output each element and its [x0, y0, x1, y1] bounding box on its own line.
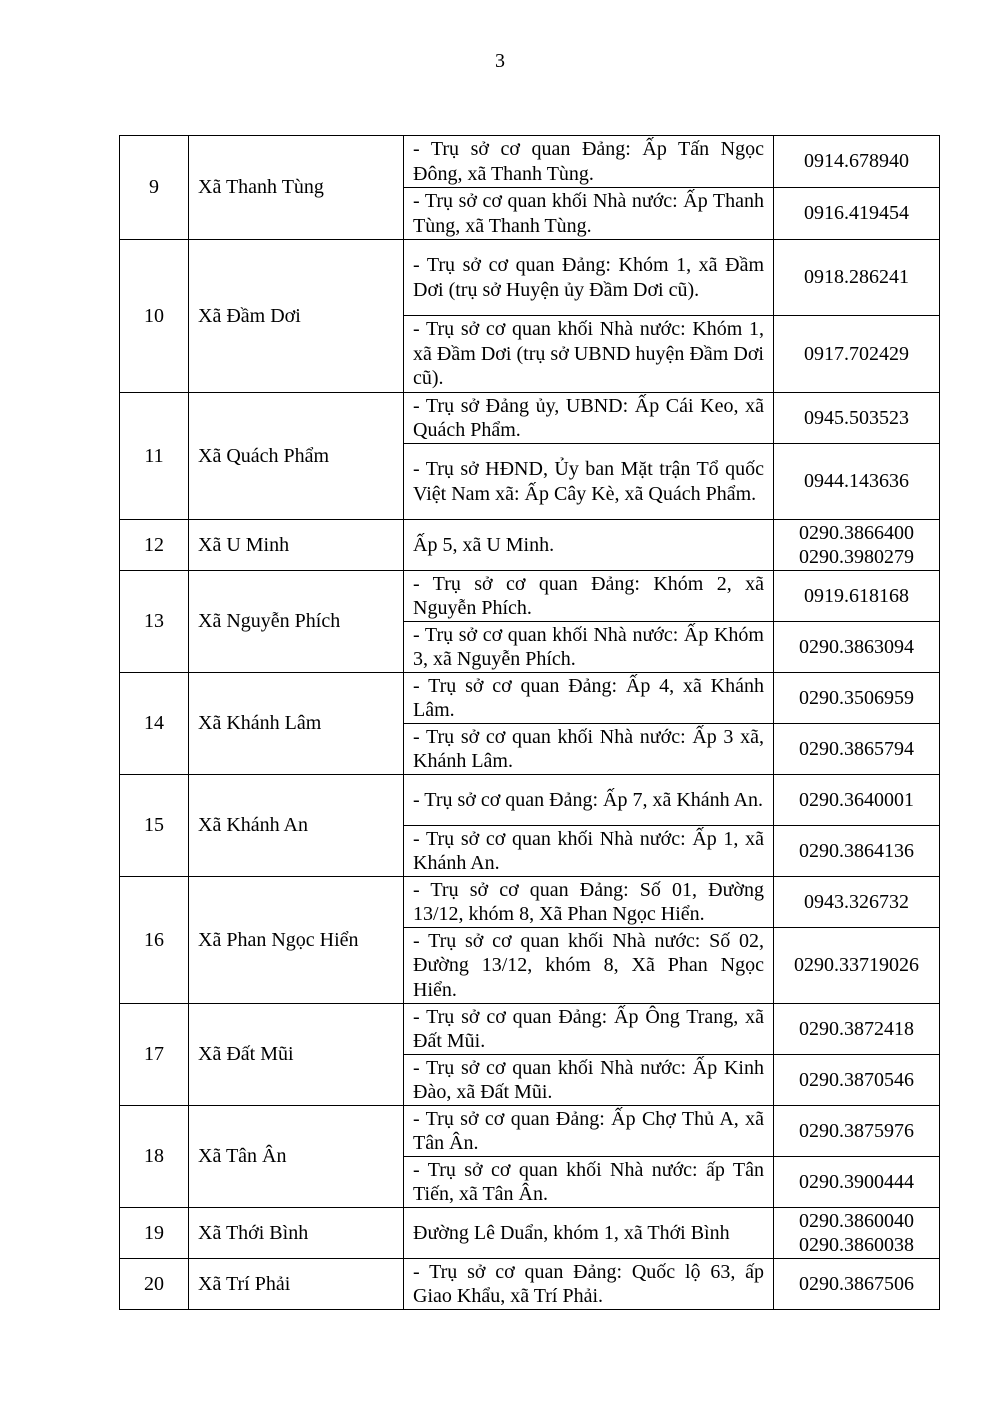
office-address: - Trụ sở cơ quan Đảng: Ấp 4, xã Khánh Lâm.: [404, 673, 774, 724]
phone-number: 0916.419454: [804, 202, 909, 225]
commune-name: Xã Trí Phải: [189, 1259, 404, 1310]
commune-name: Xã Phan Ngọc Hiển: [189, 877, 404, 1004]
phone-cell: [774, 928, 940, 1004]
table-row: [120, 1208, 940, 1259]
phone-number: 0290.3900444: [799, 1170, 914, 1193]
table-row: [120, 520, 940, 571]
office-address: - Trụ sở cơ quan khối Nhà nước: Ấp 1, xã Khánh An.: [404, 826, 774, 877]
phone-number: 0290.3860040: [799, 1209, 914, 1232]
phone-number: 0290.3980279: [799, 546, 914, 568]
table-row: [120, 775, 940, 826]
table-row: [120, 136, 940, 188]
phone-cell: [774, 724, 940, 775]
office-address: - Trụ sở cơ quan khối Nhà nước: Ấp 3 xã, Khánh Lâm.: [404, 724, 774, 775]
office-address: Ấp 5, xã U Minh.: [404, 520, 774, 571]
phone-cell: [774, 136, 940, 188]
office-address: - Trụ sở cơ quan khối Nhà nước: Khóm 1, xã Đầm Dơi (trụ sở UBND huyện Đầm Dơi cũ).: [404, 316, 774, 393]
office-address: - Trụ sở cơ quan Đảng: Ấp 7, xã Khánh An.: [404, 775, 774, 826]
row-number: 17: [120, 1004, 189, 1106]
phone-cell: [774, 1259, 940, 1310]
row-number: 14: [120, 673, 189, 775]
phone-cell: [774, 188, 940, 240]
table-body: [120, 136, 940, 1310]
phone-number: 0290.3865794: [799, 737, 914, 760]
office-address: - Trụ sở cơ quan Đảng: Ấp Chợ Thủ A, xã Tân Ân.: [404, 1106, 774, 1157]
phone-number: 0290.3866400: [799, 521, 914, 544]
commune-name: Xã Đất Mũi: [189, 1004, 404, 1106]
phone-cell: [774, 1208, 940, 1259]
phone-cell: [774, 1157, 940, 1208]
table-row: [120, 1106, 940, 1157]
phone-cell: [774, 393, 940, 444]
office-address: - Trụ sở cơ quan khối Nhà nước: Số 02, Đường 13/12, khóm 8, Xã Phan Ngọc Hiển.: [404, 928, 774, 1004]
office-address: - Trụ sở cơ quan khối Nhà nước: Ấp Khóm 3, xã Nguyễn Phích.: [404, 622, 774, 673]
table-row: [120, 1004, 940, 1055]
commune-name: Xã Tân Ân: [189, 1106, 404, 1208]
phone-cell: [774, 1055, 940, 1106]
row-number: 16: [120, 877, 189, 1004]
row-number: 10: [120, 240, 189, 393]
phone-cell: [774, 1106, 940, 1157]
phone-cell: [774, 673, 940, 724]
office-address: - Trụ sở cơ quan Đảng: Ấp Tấn Ngọc Đông, xã Thanh Tùng.: [404, 136, 774, 188]
row-number: 9: [120, 136, 189, 240]
office-address: - Trụ sở HĐND, Ủy ban Mặt trận Tổ quốc Việt Nam xã: Ấp Cây Kè, xã Quách Phẩm.: [404, 444, 774, 520]
phone-number: 0290.3506959: [799, 686, 914, 709]
phone-cell: [774, 877, 940, 928]
office-address: - Trụ sở cơ quan Đảng: Khóm 2, xã Nguyễn Phích.: [404, 571, 774, 622]
row-number: 15: [120, 775, 189, 877]
office-address: - Trụ sở cơ quan Đảng: Số 01, Đường 13/12, khóm 8, Xã Phan Ngọc Hiển.: [404, 877, 774, 928]
office-address: - Trụ sở cơ quan khối Nhà nước: Ấp Kinh Đào, xã Đất Mũi.: [404, 1055, 774, 1106]
phone-number: 0919.618168: [804, 584, 909, 607]
office-address: - Trụ sở Đảng ủy, UBND: Ấp Cái Keo, xã Quách Phẩm.: [404, 393, 774, 444]
row-number: 20: [120, 1259, 189, 1310]
row-number: 18: [120, 1106, 189, 1208]
phone-number: 0290.3875976: [799, 1119, 914, 1142]
phone-number: 0290.3640001: [799, 788, 914, 811]
phone-number: 0917.702429: [804, 342, 909, 365]
phone-number: 0290.3870546: [799, 1068, 914, 1091]
commune-name: Xã Đầm Dơi: [189, 240, 404, 393]
phone-cell: [774, 444, 940, 520]
page-number: 3: [495, 50, 505, 72]
phone-number: 0290.3863094: [799, 635, 914, 658]
commune-name: Xã Khánh An: [189, 775, 404, 877]
phone-number: 0290.33719026: [794, 954, 919, 977]
phone-cell: [774, 1004, 940, 1055]
phone-number: 0945.503523: [804, 406, 909, 429]
office-address: - Trụ sở cơ quan khối Nhà nước: ấp Tân Tiến, xã Tân Ân.: [404, 1157, 774, 1208]
phone-cell: [774, 520, 940, 571]
phone-cell: [774, 316, 940, 393]
phone-number: 0290.3867506: [799, 1272, 914, 1295]
row-number: 12: [120, 520, 189, 571]
commune-name: Xã Thới Bình: [189, 1208, 404, 1259]
phone-number: 0290.3860038: [799, 1234, 914, 1256]
table-row: [120, 673, 940, 724]
table-row: [120, 877, 940, 928]
commune-name: Xã Thanh Tùng: [189, 136, 404, 240]
row-number: 11: [120, 393, 189, 520]
table-row: [120, 1259, 940, 1310]
phone-number: 0290.3872418: [799, 1017, 914, 1040]
phone-number: 0914.678940: [804, 150, 909, 173]
table-row: [120, 240, 940, 316]
commune-name: Xã Khánh Lâm: [189, 673, 404, 775]
table-row: [120, 571, 940, 622]
phone-cell: [774, 240, 940, 316]
phone-number: 0944.143636: [804, 470, 909, 493]
commune-name: Xã Nguyễn Phích: [189, 571, 404, 673]
office-address: - Trụ sở cơ quan Đảng: Khóm 1, xã Đầm Dơi (trụ sở Huyện ủy Đầm Dơi cũ).: [404, 240, 774, 316]
row-number: 13: [120, 571, 189, 673]
office-address: - Trụ sở cơ quan khối Nhà nước: Ấp Thanh Tùng, xã Thanh Tùng.: [404, 188, 774, 240]
phone-cell: [774, 571, 940, 622]
phone-cell: [774, 826, 940, 877]
table-row: [120, 393, 940, 444]
office-address: - Trụ sở cơ quan Đảng: Quốc lộ 63, ấp Giao Khẩu, xã Trí Phải.: [404, 1259, 774, 1310]
phone-number: 0943.326732: [804, 890, 909, 913]
commune-name: Xã U Minh: [189, 520, 404, 571]
row-number: 19: [120, 1208, 189, 1259]
office-address: Đường Lê Duẩn, khóm 1, xã Thới Bình: [404, 1208, 774, 1259]
phone-cell: [774, 775, 940, 826]
commune-name: Xã Quách Phẩm: [189, 393, 404, 520]
phone-number: 0290.3864136: [799, 839, 914, 862]
office-address: - Trụ sở cơ quan Đảng: Ấp Ông Trang, xã Đất Mũi.: [404, 1004, 774, 1055]
commune-office-table: [119, 135, 940, 1310]
phone-number: 0918.286241: [804, 266, 909, 289]
phone-cell: [774, 622, 940, 673]
